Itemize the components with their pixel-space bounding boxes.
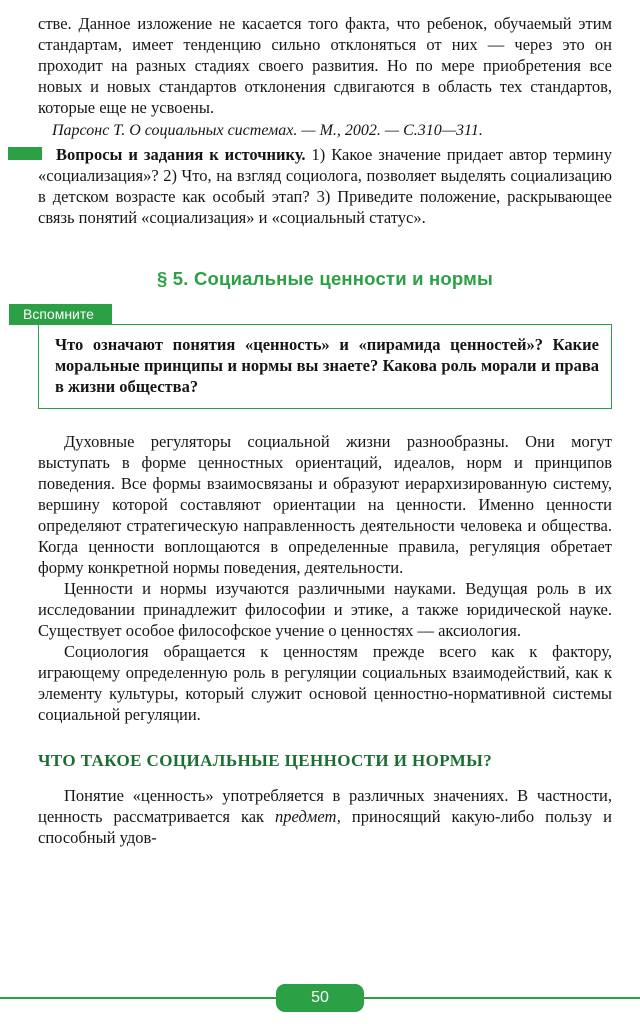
page-number-tab	[276, 984, 364, 1012]
questions-lead: Вопросы и задания к источнику.	[56, 145, 306, 164]
continuation-paragraph: стве. Данное изложение не касается того факта, что ребенок, обучаемый этим стандартам, имеет тенденцию сильно отклоняться от них — через это он проходит на разных стадиях своего развития. Но по мере приобретения все новых и новых стандартов отклонения сдвигаются в область тех стандартов, которые еще не усвоены.	[38, 14, 612, 117]
questions-block	[38, 144, 612, 228]
last-paragraph-italic-term: предмет,	[275, 807, 341, 826]
chapter-subheading: ЧТО ТАКОЕ СОЦИАЛЬНЫЕ ЦЕННОСТИ И НОРМЫ?	[38, 751, 493, 770]
green-square-bullet	[8, 147, 42, 160]
remember-text: Что означают понятия «ценность» и «пирамида ценностей»? Какие моральные принципы и нормы вы знаете? Какова роль морали и права в жизни общества?	[55, 335, 599, 396]
source-citation: Парсонс Т. О социальных системах. — М., 2002. — С.310—311.	[52, 122, 483, 139]
body-paragraph: Социология обращается к ценностям прежде всего как к фактору, играющему определенную роль в регуляции социальных взаимодействий, как к элементу культуры, который служит основой ценностно-нормативной системы социальной регуляции.	[38, 642, 612, 724]
remember-box	[23, 306, 612, 409]
body-paragraph: Духовные регуляторы социальной жизни разнообразны. Они могут выступать в форме ценностных ориентаций, идеалов, норм и принципов поведения. Все формы взаимосвязаны и образуют иерархизированную систему, вершину которой составляют ориентации на ценности. Именно ценности определяют стратегическую направленность деятельности человека и общества. Когда ценности воплощаются в определенные правила, регуляция обретает форму конкретной нормы поведения, деятельности.	[38, 432, 612, 577]
page-number: 50	[311, 989, 329, 1006]
body-paragraph: Ценности и нормы изучаются различными науками. Ведущая роль в их исследовании принадлежит философии и этике, а также юридической науке. Существует особое философское учение о ценностях — аксиология.	[38, 579, 612, 640]
last-paragraph-text: приносящий какую-либо пользу и способный удов-	[38, 807, 612, 847]
remember-tab-label: Вспомните	[9, 304, 112, 325]
last-paragraph	[38, 785, 612, 848]
last-paragraph-text: Понятие «ценность» употребляется в различных значениях. В частности, ценность рассматривается как	[38, 786, 612, 826]
questions-text: 1) Какое значение придает автор термину «социализация»? 2) Что, на взгляд социолога, позволяет выделять социализацию в детском возрасте как особый этап? 3) Приведите положение, раскрывающее связь понятий «социализация» и «социальный статус».	[38, 145, 613, 227]
section-heading: § 5. Социальные ценности и нормы	[156, 268, 494, 289]
